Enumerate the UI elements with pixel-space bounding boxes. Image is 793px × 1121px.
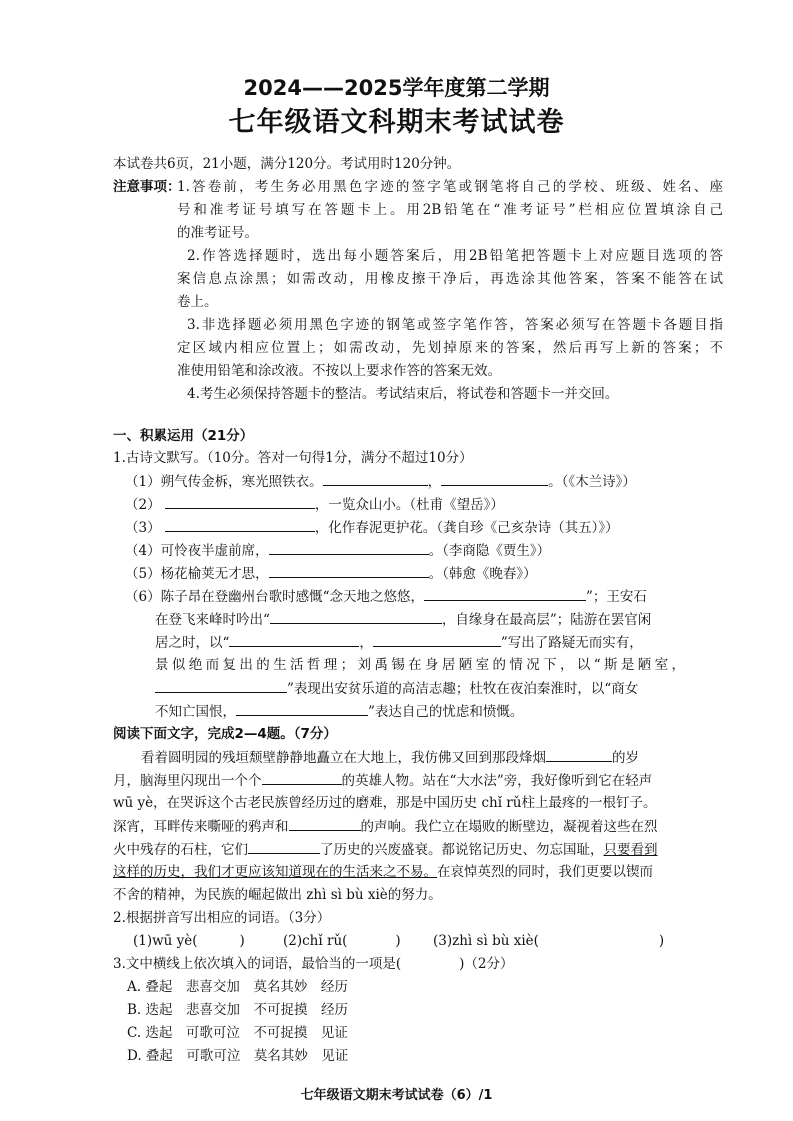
answer-blank[interactable] xyxy=(248,840,320,854)
q3-option-d: D. 叠起 可歌可泣 莫名其妙 见证 xyxy=(127,1048,349,1064)
answer-blank[interactable] xyxy=(373,633,501,647)
reading-paragraph-line: 火中残存的石柱，它们 了历史的兴废盛衰。都说铭记历史、勿忘国耻，只要看到 xyxy=(113,842,658,858)
notice-line: 的准考证号。 xyxy=(177,225,258,241)
q1-item-6-cont: 不知亡国恨， ”表达自己的忧虑和愤慨。 xyxy=(155,704,524,720)
answer-blank[interactable] xyxy=(424,587,586,601)
q3-option-a: A. 叠起 悲喜交加 莫名其妙 经历 xyxy=(127,979,348,995)
answer-blank[interactable] xyxy=(269,541,429,555)
q3-heading: 3.文中横线上依次填入的词语，最恰当的一项是( )（2分） xyxy=(113,956,514,972)
answer-blank[interactable] xyxy=(270,610,442,624)
reading-paragraph-line: 这样的历史，我们才更应该知道现在的生活来之不易。在哀悼英烈的同时，我们更要以锲而 xyxy=(113,864,653,880)
q1-item-1: （1）朔气传金柝，寒光照铁衣。 ， 。（《木兰诗》） xyxy=(125,474,636,490)
exam-intro: 本试卷共6页，21小题，满分120分。考试用时120分钟。 xyxy=(113,156,461,172)
school-year-title: 2024——2025学年度第二学期 xyxy=(243,76,550,100)
answer-blank[interactable] xyxy=(236,702,368,716)
answer-blank[interactable] xyxy=(441,472,548,486)
underlined-sentence: 只要看到 xyxy=(603,842,658,858)
q2-answer-1: (1)wū yè( ) xyxy=(133,933,245,949)
q3-option-c: C. 迭起 可歌可泣 不可捉摸 见证 xyxy=(127,1025,348,1041)
q1-item-6-cont: 居之时，以“ ， ”写出了路疑无而实有， xyxy=(155,635,643,651)
q1-item-2: （2） ，一览众山小。（杜甫《望岳》） xyxy=(125,497,504,513)
reading-paragraph-line: 不舍的精神，为民族的崛起做出 zhì sì bù xiè的努力。 xyxy=(113,887,442,903)
section1-heading: 一、积累运用（21分） xyxy=(113,428,254,444)
q2-answer-2: (2)chǐ rǔ( ) xyxy=(283,933,401,949)
answer-blank[interactable] xyxy=(165,518,315,532)
notice-line: 2.作答选择题时，选出每小题答案后，用2B铅笔把答题卡上对应题目选项的答 xyxy=(187,248,723,264)
q1-item-4: （4）可怜夜半虚前席， 。（李商隐《贾生》） xyxy=(125,543,551,559)
exam-title: 七年级语文科期末考试试卷 xyxy=(228,107,565,138)
notice-line: 定区域内相应位置上；如需改动，先划掉原来的答案，然后再写上新的答案；不 xyxy=(177,340,723,356)
answer-blank[interactable] xyxy=(262,771,342,785)
q3-option-b: B. 迭起 悲喜交加 不可捉摸 经历 xyxy=(127,1002,349,1018)
answer-blank[interactable] xyxy=(289,817,361,831)
notice-line: 1.答卷前，考生务必用黑色字迹的签字笔或钢笔将自己的学校、班级、姓名、座 xyxy=(177,179,723,195)
answer-blank[interactable] xyxy=(546,748,612,762)
answer-blank[interactable] xyxy=(269,564,429,578)
page-footer: 七年级语文期末考试试卷（6）/1 xyxy=(300,1088,493,1103)
reading-paragraph-line: 深宵，耳畔传来嘶哑的鸦声和 的声响。我伫立在塌败的断壁边，凝视着这些在烈 xyxy=(113,819,658,835)
answer-blank[interactable] xyxy=(155,679,287,693)
answer-blank[interactable] xyxy=(165,495,315,509)
reading-paragraph-line: 月，脑海里闪现出一个个 的英雄人物。站在“大水法”旁，我好像听到它在轻声 xyxy=(113,773,653,789)
notice-label: 注意事项： xyxy=(113,179,181,195)
notice-line: 4.考生必须保持答题卡的整洁。考试结束后，将试卷和答题卡一并交回。 xyxy=(187,386,619,402)
q1-item-3: （3） ，化作春泥更护花。（龚自珍《己亥杂诗（其五）》） xyxy=(125,520,619,536)
reading-paragraph-line: 看着圆明园的残垣颓壁静静地矗立在大地上，我仿佛又回到那段烽烟 的岁 xyxy=(141,750,639,766)
reading-paragraph-line: wū yè，在哭诉这个古老民族曾经历过的磨难，那是中国历史 chǐ rǔ柱上最疼的一根钉子。 xyxy=(113,795,657,811)
q1-item-6-cont: ”表现出安贫乐道的高洁志趣；杜牧在夜泊秦淮时，以“商女 xyxy=(155,679,638,698)
q1-item-5: （5）杨花榆荚无才思， 。（韩愈《晚春》） xyxy=(125,566,537,582)
notice-line: 3.非选择题必须用黑色字迹的钢笔或签字笔作答，答案必须写在答题卡各题目指 xyxy=(187,317,723,333)
q2-heading: 2.根据拼音写出相应的词语。（3分） xyxy=(113,910,331,926)
notice-line: 案信息点涂黑；如需改动，用橡皮擦干净后，再选涂其他答案，答案不能答在试 xyxy=(177,271,723,287)
answer-blank[interactable] xyxy=(229,633,359,647)
notice-line: 号和准考证号填写在答题卡上。用2B铅笔在“准考证号”栏相应位置填涂自己 xyxy=(177,202,723,218)
answer-blank[interactable] xyxy=(323,472,428,486)
underlined-sentence: 这样的历史，我们才更应该知道现在的生活来之不易。 xyxy=(113,864,437,880)
reading-heading: 阅读下面文字，完成2—4题。（7分） xyxy=(113,726,337,742)
q1-heading: 1.古诗文默写。（10分。答对一句得1分，满分不超过10分） xyxy=(113,450,473,466)
q1-item-6: （6）陈子昂在登幽州台歌时感慨“念天地之悠悠， ”；王安石 xyxy=(125,589,647,605)
q1-item-6-cont: 在登飞来峰时吟出“ ，自缘身在最高层”；陆游在罢官闲 xyxy=(155,612,652,628)
q1-item-6-cont: 景似绝而复出的生活哲理；刘禹锡在身居陋室的情况下，以“斯是陋室， xyxy=(155,657,685,673)
q2-answer-3: (3)zhì sì bù xiè( ) xyxy=(433,933,665,949)
notice-line: 准使用铅笔和涂改液。不按以上要求作答的答案无效。 xyxy=(177,363,501,379)
notice-line: 卷上。 xyxy=(177,294,218,310)
